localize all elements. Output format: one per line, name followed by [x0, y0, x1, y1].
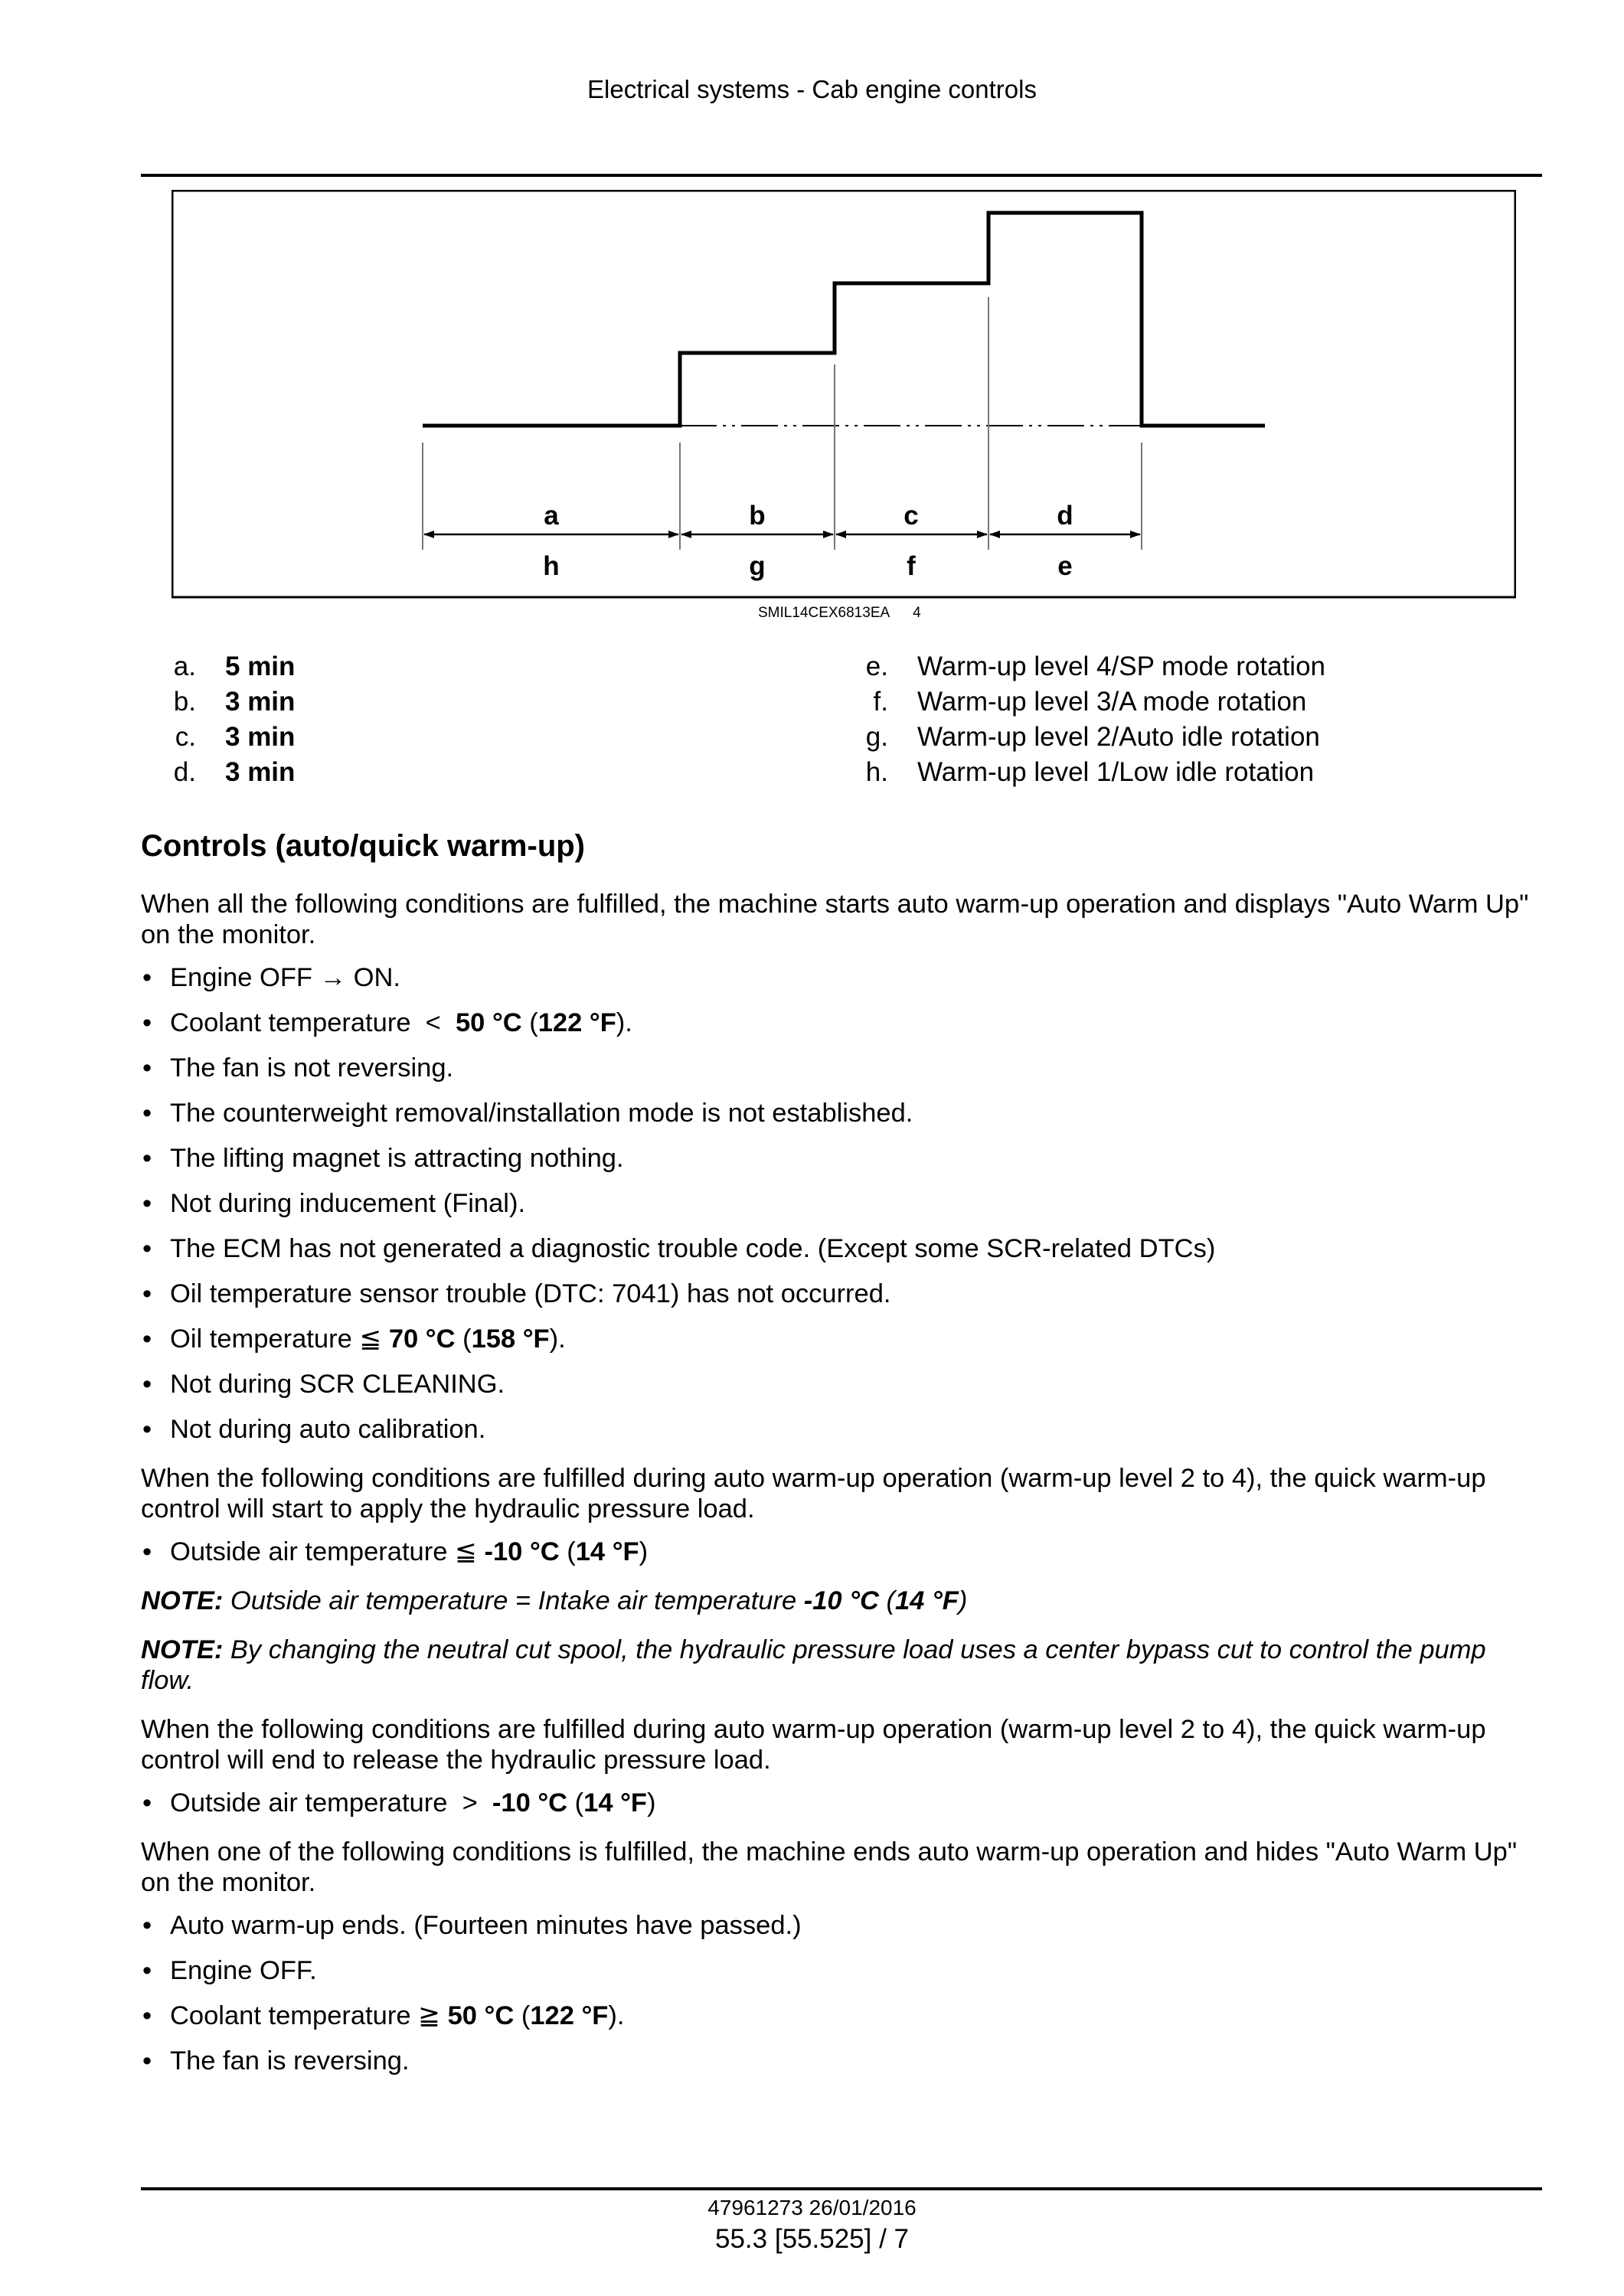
list-item: • Not during inducement (Final).: [141, 1188, 1542, 1219]
list-item: • Oil temperature sensor trouble (DTC: 7041) has not occurred.: [141, 1279, 1542, 1309]
list-item: • The fan is reversing.: [141, 2046, 1542, 2076]
legend-value: 3 min: [225, 757, 296, 787]
section-title: Controls (auto/quick warm-up): [141, 829, 585, 863]
figure-code: SMIL14CEX6813EA: [758, 605, 890, 621]
level-label-h: h: [543, 551, 560, 581]
legend-key: g.: [865, 722, 888, 752]
warm-up-timing-figure: [172, 190, 1516, 599]
legend-value: Warm-up level 1/Low idle rotation: [917, 757, 1315, 787]
legend-value: Warm-up level 2/Auto idle rotation: [917, 722, 1320, 752]
level-label-g: g: [749, 551, 766, 581]
intro-end-paragraph: When one of the following conditions is fulfilled, the machine ends auto warm-up operation and hides "Auto Warm Up" on the monitor.: [141, 1837, 1518, 1897]
legend-right: [833, 649, 1325, 790]
interval-label-d: d: [1057, 501, 1073, 531]
intro-quick-end-paragraph: When the following conditions are fulfilled during auto warm-up operation (warm-up level 2 to 4), the quick warm-up control will end to release the hydraulic pressure load.: [141, 1715, 1486, 1775]
legend-value: 3 min: [225, 687, 296, 717]
legend-item: [141, 684, 295, 720]
level-label-e: e: [1057, 551, 1073, 581]
level-label-f: f: [907, 551, 916, 581]
intro-quick-start-paragraph: When the following conditions are fulfilled during auto warm-up operation (warm-up level 2 to 4), the quick warm-up control will start to apply the hydraulic pressure load.: [141, 1464, 1486, 1524]
quick-start-list: [141, 1537, 1542, 1567]
header-rule: [141, 174, 1542, 177]
figure-frame: [172, 191, 1515, 597]
figure-caption: [758, 605, 921, 622]
interval-label-b: b: [749, 501, 766, 531]
legend-item: [833, 755, 1325, 790]
legend-left: [141, 649, 295, 790]
legend-key: c.: [175, 722, 196, 752]
legend-item: [833, 649, 1325, 684]
legend-value: 5 min: [225, 652, 296, 681]
quick-end-list: [141, 1788, 1542, 1818]
legend-item: [833, 720, 1325, 755]
intro-start-paragraph: When all the following conditions are fulfilled, the machine starts auto warm-up operation and displays "Auto Warm Up" on the monitor.: [141, 890, 1529, 949]
legend-item: [833, 684, 1325, 720]
footer-rule: [141, 2187, 1542, 2190]
interval-label-c: c: [903, 501, 919, 531]
note-neutral-cut-spool: NOTE: By changing the neutral cut spool, the hydraulic pressure load uses a center bypass cut to control the pump flow.: [141, 1635, 1486, 1695]
list-item: • Engine OFF.: [141, 1955, 1542, 1986]
list-item: • The ECM has not generated a diagnostic trouble code. (Except some SCR-related DTCs): [141, 1233, 1542, 1264]
legend-item: [141, 755, 295, 790]
legend-value: Warm-up level 4/SP mode rotation: [917, 652, 1326, 681]
start-conditions-list: [141, 962, 1542, 1445]
note-intake-air: NOTE: Outside air temperature = Intake air temperature -10 °C (14 °F): [141, 1586, 968, 1615]
warm-up-step-line: [423, 213, 1265, 426]
footer-document-id: 47961273 26/01/2016: [707, 2196, 917, 2219]
end-conditions-list: [141, 1910, 1542, 2076]
list-item: • Not during auto calibration.: [141, 1414, 1542, 1445]
legend-value: Warm-up level 3/A mode rotation: [917, 687, 1307, 717]
legend-key: b.: [173, 687, 196, 717]
interval-guides: [423, 297, 1142, 550]
legend-key: f.: [873, 687, 888, 717]
list-item: • Oil temperature ≦ 70 °C (158 °F).: [141, 1324, 1542, 1354]
legend-key: h.: [865, 757, 888, 787]
footer-page-number: 55.3 [55.525] / 7: [715, 2224, 909, 2254]
main-content: [141, 831, 1542, 2095]
legend-value: 3 min: [225, 722, 296, 752]
list-item: • Not during SCR CLEANING.: [141, 1369, 1542, 1399]
list-item: • The lifting magnet is attracting nothing.: [141, 1143, 1542, 1174]
list-item: • Outside air temperature ≦ -10 °C (14 °F): [141, 1537, 1542, 1567]
legend-key: d.: [173, 757, 196, 787]
list-item: • Outside air temperature > -10 °C (14 °F): [141, 1788, 1542, 1818]
page-header-title: Electrical systems - Cab engine controls: [587, 75, 1037, 103]
list-item: • Coolant temperature < 50 °C (122 °F).: [141, 1008, 1542, 1038]
list-item: • The counterweight removal/installation mode is not established.: [141, 1098, 1542, 1128]
legend-key: a.: [173, 652, 196, 681]
list-item: • Coolant temperature ≧ 50 °C (122 °F).: [141, 2000, 1542, 2031]
figure-number: 4: [913, 605, 921, 621]
legend-item: [141, 720, 295, 755]
list-item: • Auto warm-up ends. (Fourteen minutes have passed.): [141, 1910, 1542, 1941]
legend-item: [141, 649, 295, 684]
list-item: • Engine OFF → ON.: [141, 962, 1542, 993]
legend-key: e.: [865, 652, 888, 681]
interval-label-a: a: [544, 501, 559, 531]
list-item: • The fan is not reversing.: [141, 1053, 1542, 1083]
